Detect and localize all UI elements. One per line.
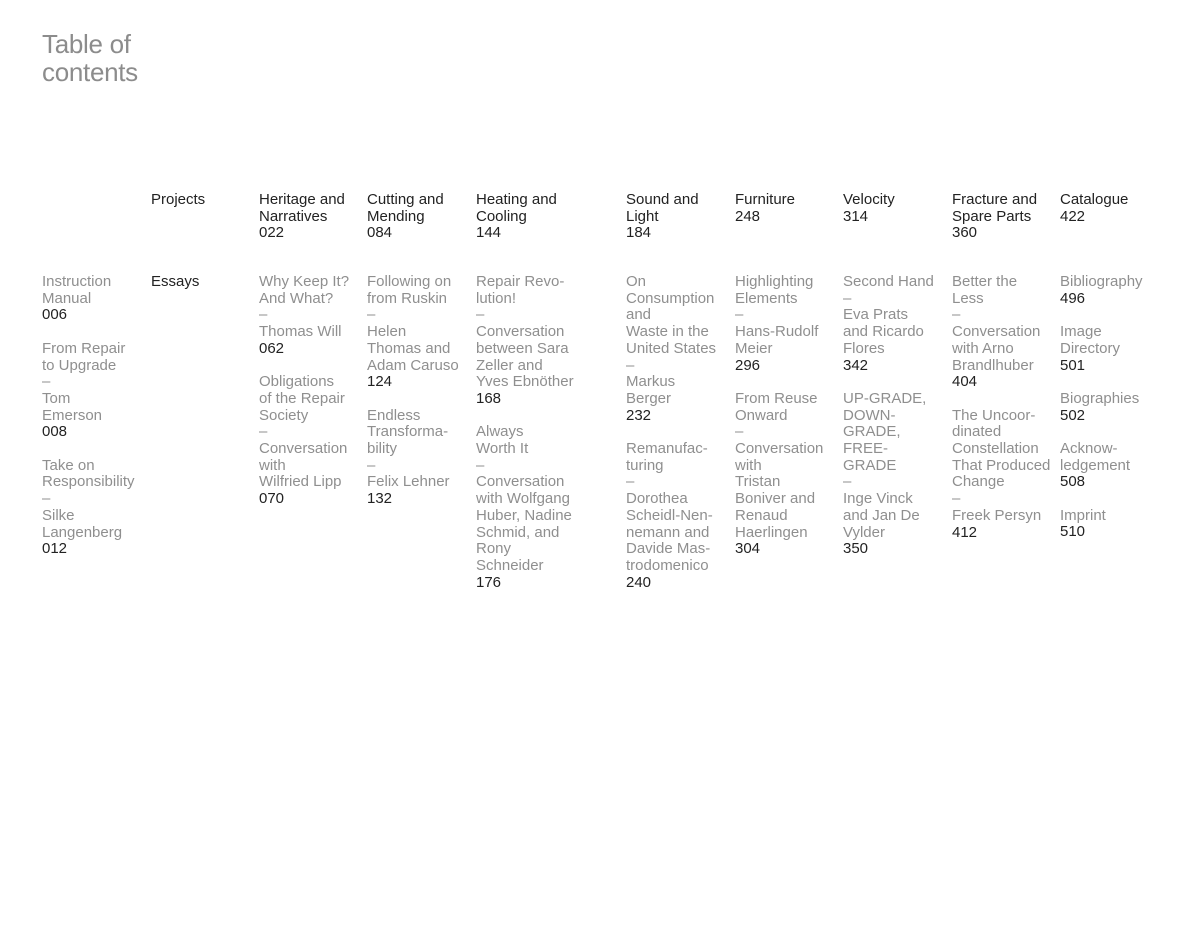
chapter-title-line: Spare Parts <box>952 207 1032 225</box>
page-number: 176 <box>476 573 502 591</box>
entry-title-line: of the Repair <box>259 389 345 407</box>
entry-title-line: bility <box>367 440 398 458</box>
toc-entry[interactable] <box>626 441 716 591</box>
toc-column <box>1060 192 1128 225</box>
toc-entry[interactable] <box>476 424 574 591</box>
entry-title-line: Vylder <box>843 523 885 541</box>
toc-entry[interactable] <box>1060 508 1143 541</box>
entry-title-line: Schneider <box>476 556 544 574</box>
entry-title-line: – <box>476 306 485 324</box>
page-number: 184 <box>626 224 652 242</box>
entry-title-line: with Arno <box>952 339 1014 357</box>
entry-title-line: Imprint <box>1060 506 1106 524</box>
entry-title-line: lution! <box>476 289 517 307</box>
entry-title-line: Worth It <box>476 440 529 458</box>
entry-title-line: Freek Persyn <box>952 506 1042 524</box>
toc-column <box>952 192 1037 242</box>
entry-title-line: Thomas and <box>367 339 451 357</box>
entry-title-line: FREE- <box>843 440 888 458</box>
toc-entry[interactable] <box>626 274 716 424</box>
chapter-title-line: Catalogue <box>1060 191 1129 208</box>
entry-title-line: Better the <box>952 273 1018 290</box>
toc-entry[interactable] <box>42 341 135 441</box>
entry-title-line: – <box>259 423 268 441</box>
chapter-title-line: Cooling <box>476 207 527 225</box>
entry-title-line: Responsibility <box>42 473 135 491</box>
entry-title-line: and Jan De <box>843 506 920 524</box>
chapter-title-line: Narratives <box>259 207 328 225</box>
entry-title-line: Conversation <box>952 323 1041 341</box>
chapter-title-line: Heritage and <box>259 191 345 208</box>
entry-title-line: Berger <box>626 389 672 407</box>
entry-title-line: dinated <box>952 423 1002 441</box>
toc-column <box>367 192 444 242</box>
entry-title-line: Obligations <box>259 373 335 391</box>
entry-title-line: Conversation <box>735 440 824 458</box>
entry-title-line: Tristan <box>735 473 781 491</box>
toc-column <box>42 274 135 558</box>
chapter-title-line: Sound and <box>626 191 699 208</box>
toc-entry[interactable] <box>367 192 444 242</box>
page-number: 496 <box>1060 289 1086 307</box>
entry-title-line: Emerson <box>42 406 103 424</box>
toc-entry[interactable] <box>42 458 135 558</box>
entry-title-line: Schmid, and <box>476 523 560 541</box>
entry-title-line: On <box>626 273 647 290</box>
entry-title-line: – <box>735 306 744 324</box>
entry-title-line: Inge Vinck <box>843 490 913 508</box>
toc-entry[interactable] <box>952 408 1050 542</box>
entry-spacer <box>1060 374 1143 391</box>
toc-column <box>843 192 895 225</box>
entry-title-line: – <box>735 423 744 441</box>
page-number: 350 <box>843 540 869 558</box>
page-number: 342 <box>843 356 869 374</box>
entry-spacer <box>843 374 934 391</box>
entry-title-line: and <box>626 306 652 324</box>
entry-title-line: Rony <box>476 540 512 558</box>
entry-title-line: trodomenico <box>626 556 709 574</box>
entry-title-line: Silke <box>42 506 75 524</box>
entry-title-line: – <box>626 473 635 491</box>
entry-title-line: – <box>476 456 485 474</box>
page-number: 232 <box>626 406 652 424</box>
entry-spacer <box>1060 307 1143 324</box>
toc-column <box>626 192 699 242</box>
entry-title-line: Conversation <box>259 440 348 458</box>
entry-title-line: and Ricardo <box>843 323 924 341</box>
entry-title-line: Always <box>476 423 524 441</box>
entry-title-line: – <box>42 373 51 391</box>
entry-title-line: Second Hand <box>843 273 934 290</box>
entry-title-line: from Ruskin <box>367 289 448 307</box>
toc-entry[interactable] <box>735 391 823 558</box>
chapter-title-line: Light <box>626 207 659 225</box>
entry-title-line: Elements <box>735 289 798 307</box>
page-number: 360 <box>952 224 978 242</box>
entry-title-line: – <box>259 306 268 324</box>
entry-title-line: Brandlhuber <box>952 356 1034 374</box>
toc-column <box>626 274 716 591</box>
toc-entry[interactable] <box>843 391 934 558</box>
entry-title-line: Directory <box>1060 339 1121 357</box>
entry-title-line: Boniver and <box>735 490 816 508</box>
toc-column <box>735 274 823 558</box>
entry-title-line: Manual <box>42 289 92 307</box>
entry-title-line: Biographies <box>1060 389 1140 407</box>
entry-title-line: Remanufac- <box>626 440 708 458</box>
page-number: 304 <box>735 540 761 558</box>
entry-title-line: Zeller and <box>476 356 543 374</box>
chapter-title-line: Velocity <box>843 191 895 208</box>
toc-column <box>476 274 574 591</box>
toc-entry[interactable] <box>735 192 795 225</box>
entry-title-line: UP-GRADE, <box>843 389 927 407</box>
entry-title-line: to Upgrade <box>42 356 117 374</box>
entry-title-line: Hans-Rudolf <box>735 323 819 341</box>
entry-title-line: Conversation <box>476 473 565 491</box>
page-number: 012 <box>42 540 68 558</box>
entry-title-line: turing <box>626 456 664 474</box>
entry-title-line: – <box>952 490 961 508</box>
page-number: 248 <box>735 207 761 225</box>
toc-entry[interactable] <box>476 192 557 242</box>
entry-title-line: with <box>259 456 286 474</box>
entry-spacer <box>1060 424 1143 441</box>
toc-column <box>952 274 1050 541</box>
entry-title-line: Less <box>952 289 984 307</box>
chapter-title-line: Furniture <box>735 191 796 208</box>
entry-title-line: Meier <box>735 339 773 357</box>
entry-title-line: Transforma- <box>367 423 449 441</box>
toc-column <box>843 274 934 558</box>
entry-title-line: Tom <box>42 389 71 407</box>
entry-title-line: Haerlingen <box>735 523 808 541</box>
row-label: Projects <box>151 191 206 208</box>
entry-title-line: GRADE <box>843 456 897 474</box>
entry-title-line: Take on <box>42 456 95 474</box>
entry-title-line: From Reuse <box>735 389 818 407</box>
entry-title-line: Instruction <box>42 273 112 290</box>
toc-entry[interactable] <box>1060 324 1143 374</box>
entry-title-line: Image <box>1060 323 1102 341</box>
entry-title-line: Highlighting <box>735 273 814 290</box>
page-number: 022 <box>259 224 285 242</box>
entry-title-line: Huber, Nadine <box>476 506 572 524</box>
toc-entry[interactable] <box>1060 441 1143 491</box>
page-number: 412 <box>952 523 978 541</box>
entry-title-line: – <box>843 473 852 491</box>
chapter-title-line: Cutting and <box>367 191 444 208</box>
toc-entry[interactable] <box>1060 192 1128 225</box>
entry-title-line: Waste in the <box>626 323 709 341</box>
page-number: 404 <box>952 373 978 391</box>
entry-title-line: Scheidl-Nen- <box>626 506 713 524</box>
entry-title-line: Onward <box>735 406 788 424</box>
page-number: 422 <box>1060 207 1086 225</box>
entry-spacer <box>259 358 349 375</box>
toc-entry[interactable] <box>367 408 459 508</box>
entry-title-line: Thomas Will <box>259 323 342 341</box>
page-number: 168 <box>476 389 502 407</box>
entry-title-line: Davide Mas- <box>626 540 711 558</box>
toc-column <box>259 274 349 508</box>
page-number: 502 <box>1060 406 1086 424</box>
entry-title-line: Endless <box>367 406 421 424</box>
toc-column <box>735 192 795 225</box>
toc-entry[interactable] <box>476 274 574 408</box>
entry-title-line: Following on <box>367 273 452 290</box>
entry-title-line: – <box>626 356 635 374</box>
entry-title-line: Helen <box>367 323 407 341</box>
entry-title-line: Renaud <box>735 506 788 524</box>
entry-title-line: with <box>735 456 762 474</box>
entry-title-line: And What? <box>259 289 334 307</box>
page-title-line: Table of <box>42 29 131 59</box>
entry-title-line: Felix Lehner <box>367 473 450 491</box>
page-number: 296 <box>735 356 761 374</box>
toc-entry[interactable] <box>626 192 699 242</box>
entry-spacer <box>367 391 459 408</box>
toc-entry[interactable] <box>1060 391 1143 424</box>
page-number: 240 <box>626 573 652 591</box>
row-label: Essays <box>151 273 200 290</box>
toc-entry[interactable] <box>367 274 459 391</box>
page-number: 144 <box>476 224 502 242</box>
entry-title-line: Yves Ebnöther <box>476 373 574 391</box>
entry-spacer <box>476 408 574 425</box>
page-title-line: contents <box>42 57 138 87</box>
entry-title-line: Eva Prats <box>843 306 909 324</box>
entry-title-line: From Repair <box>42 339 126 357</box>
toc-entry[interactable] <box>259 192 345 242</box>
chapter-title-line: Fracture and <box>952 191 1038 208</box>
toc-column <box>259 192 345 242</box>
toc-column <box>1060 274 1143 541</box>
toc-entry[interactable] <box>952 274 1050 391</box>
toc-entry[interactable] <box>1060 274 1143 307</box>
entry-spacer <box>952 391 1050 408</box>
entry-title-line: Wilfried Lipp <box>259 473 342 491</box>
page-number: 501 <box>1060 356 1086 374</box>
entry-title-line: Markus <box>626 373 676 391</box>
entry-title-line: Bibliography <box>1060 273 1143 290</box>
entry-title-line: Dorothea <box>626 490 688 508</box>
toc-column <box>367 274 459 508</box>
toc-entry[interactable] <box>42 274 135 324</box>
page-number: 508 <box>1060 473 1086 491</box>
entry-spacer <box>42 324 135 341</box>
entry-title-line: Consumption <box>626 289 715 307</box>
entry-title-line: That Produced <box>952 456 1051 474</box>
row-label-projects <box>151 192 205 209</box>
toc-entry[interactable] <box>952 192 1037 242</box>
toc-column <box>476 192 557 242</box>
entry-title-line: Langenberg <box>42 523 123 541</box>
entry-title-line: – <box>42 490 51 508</box>
toc-entry[interactable] <box>735 274 823 374</box>
page-number: 124 <box>367 373 393 391</box>
page-number: 132 <box>367 490 393 508</box>
entry-title-line: DOWN- <box>843 406 896 424</box>
entry-spacer <box>1060 491 1143 508</box>
entry-title-line: ledgement <box>1060 456 1131 474</box>
toc-entry[interactable] <box>259 374 349 508</box>
entry-title-line: United States <box>626 339 717 357</box>
row-label-essays <box>151 274 199 291</box>
entry-spacer <box>735 374 823 391</box>
entry-title-line: Change <box>952 473 1005 491</box>
entry-title-line: with Wolfgang <box>476 490 570 508</box>
toc-entry[interactable] <box>843 192 895 225</box>
entry-title-line: – <box>952 306 961 324</box>
page-number: 510 <box>1060 523 1086 541</box>
entry-title-line: – <box>367 456 376 474</box>
entry-title-line: Adam Caruso <box>367 356 459 374</box>
page-number: 008 <box>42 423 68 441</box>
entry-title-line: Society <box>259 406 309 424</box>
page-number: 070 <box>259 490 285 508</box>
entry-title-line: GRADE, <box>843 423 901 441</box>
page-number: 006 <box>42 306 68 324</box>
page-title <box>42 30 138 86</box>
chapter-title-line: Heating and <box>476 191 557 208</box>
entry-title-line: nemann and <box>626 523 710 541</box>
entry-spacer <box>42 441 135 458</box>
page-number: 314 <box>843 207 869 225</box>
entry-spacer <box>626 424 716 441</box>
entry-title-line: The Uncoor- <box>952 406 1036 424</box>
page-number: 084 <box>367 224 393 242</box>
entry-title-line: Conversation <box>476 323 565 341</box>
toc-entry[interactable] <box>259 274 349 358</box>
toc-entry[interactable] <box>843 274 934 374</box>
entry-title-line: – <box>367 306 376 324</box>
entry-title-line: Acknow- <box>1060 439 1118 457</box>
entry-title-line: – <box>843 289 852 307</box>
entry-title-line: Why Keep It? <box>259 273 350 290</box>
entry-title-line: Constellation <box>952 440 1039 458</box>
entry-title-line: Repair Revo- <box>476 273 565 290</box>
chapter-title-line: Mending <box>367 207 425 225</box>
entry-title-line: Flores <box>843 339 885 357</box>
page-number: 062 <box>259 339 285 357</box>
entry-title-line: between Sara <box>476 339 569 357</box>
